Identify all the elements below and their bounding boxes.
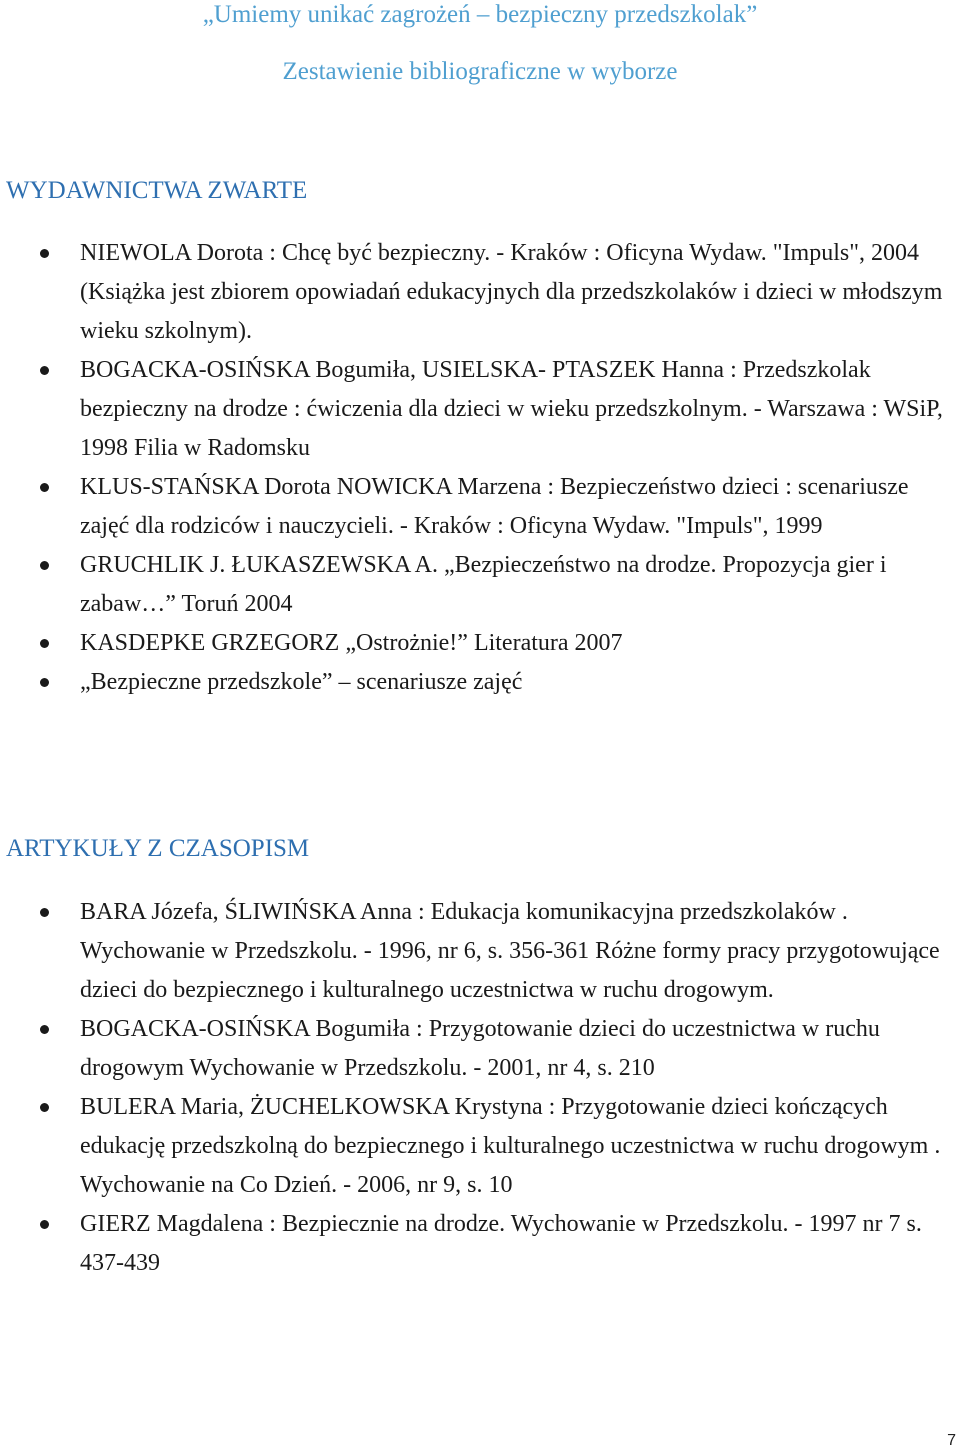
section-heading-articles: ARTYKUŁY Z CZASOPISM [6, 835, 310, 862]
list-item [0, 624, 960, 663]
bullet-icon [40, 1025, 49, 1034]
list-item-text: BARA Józefa, ŚLIWIŃSKA Anna : Edukacja komunikacyjna przedszkolaków . Wychowanie w Przedszkolu. - 1996, nr 6, s. 356-361 Różne formy pracy przygotowujące dzieci do bezpiecznego i kulturalnego uczestnictwa w ruchu drogowym. [80, 899, 940, 1003]
list-item-text: BULERA Maria, ŻUCHELKOWSKA Krystyna : Przygotowanie dzieci kończących edukację przedszkolną do bezpiecznego i kulturalnego uczestnictwa w ruchu drogowym . Wychowanie na Co Dzień. - 2006, nr 9, s. 10 [80, 1094, 941, 1198]
bullet-icon [40, 366, 49, 375]
list-item [0, 1010, 960, 1088]
list-item-text: BOGACKA-OSIŃSKA Bogumiła : Przygotowanie dzieci do uczestnictwa w ruchu drogowym Wychowanie w Przedszkolu. - 2001, nr 4, s. 210 [80, 1016, 880, 1081]
page-number: 7 [947, 1432, 956, 1449]
bullet-icon [40, 1220, 49, 1229]
list-item-text: GRUCHLIK J. ŁUKASZEWSKA A. „Bezpieczeństwo na drodze. Propozycja gier i zabaw…” Toruń 2004 [80, 552, 887, 617]
list-item [0, 1205, 960, 1283]
books-list [0, 234, 960, 702]
bullet-icon [40, 249, 49, 258]
section-heading-books: WYDAWNICTWA ZWARTE [6, 177, 308, 204]
articles-list [0, 893, 960, 1283]
document-title: „Umiemy unikać zagrożeń – bezpieczny przedszkolak” [202, 1, 758, 28]
list-item [0, 234, 960, 351]
list-item-text: KASDEPKE GRZEGORZ „Ostrożnie!” Literatura 2007 [80, 630, 623, 656]
bullet-icon [40, 561, 49, 570]
document-subtitle: Zestawienie bibliograficzne w wyborze [282, 58, 678, 85]
bullet-icon [40, 639, 49, 648]
list-item [0, 546, 960, 624]
bullet-icon [40, 483, 49, 492]
list-item [0, 351, 960, 468]
list-item [0, 468, 960, 546]
list-item-text: KLUS-STAŃSKA Dorota NOWICKA Marzena : Bezpieczeństwo dzieci : scenariusze zajęć dla rodziców i nauczycieli. - Kraków : Oficyna Wydaw. "Impuls", 1999 [80, 474, 909, 539]
list-item [0, 893, 960, 1010]
list-item-text: BOGACKA-OSIŃSKA Bogumiła, USIELSKA- PTASZEK Hanna : Przedszkolak bezpieczny na drodze : ćwiczenia dla dzieci w wieku przedszkolnym. - Warszawa : WSiP, 1998 Filia w Radomsku [80, 357, 943, 461]
bullet-icon [40, 678, 49, 687]
list-item-text: GIERZ Magdalena : Bezpiecznie na drodze. Wychowanie w Przedszkolu. - 1997 nr 7 s. 437-439 [80, 1211, 922, 1276]
list-item [0, 1088, 960, 1205]
list-item-text: NIEWOLA Dorota : Chcę być bezpieczny. - Kraków : Oficyna Wydaw. "Impuls", 2004 (Książka jest zbiorem opowiadań edukacyjnych dla przedszkolaków i dzieci w młodszym wieku szkolnym). [80, 240, 943, 344]
bullet-icon [40, 1103, 49, 1112]
bullet-icon [40, 908, 49, 917]
list-item-text: „Bezpieczne przedszkole” – scenariusze zajęć [80, 669, 523, 695]
list-item [0, 663, 960, 702]
